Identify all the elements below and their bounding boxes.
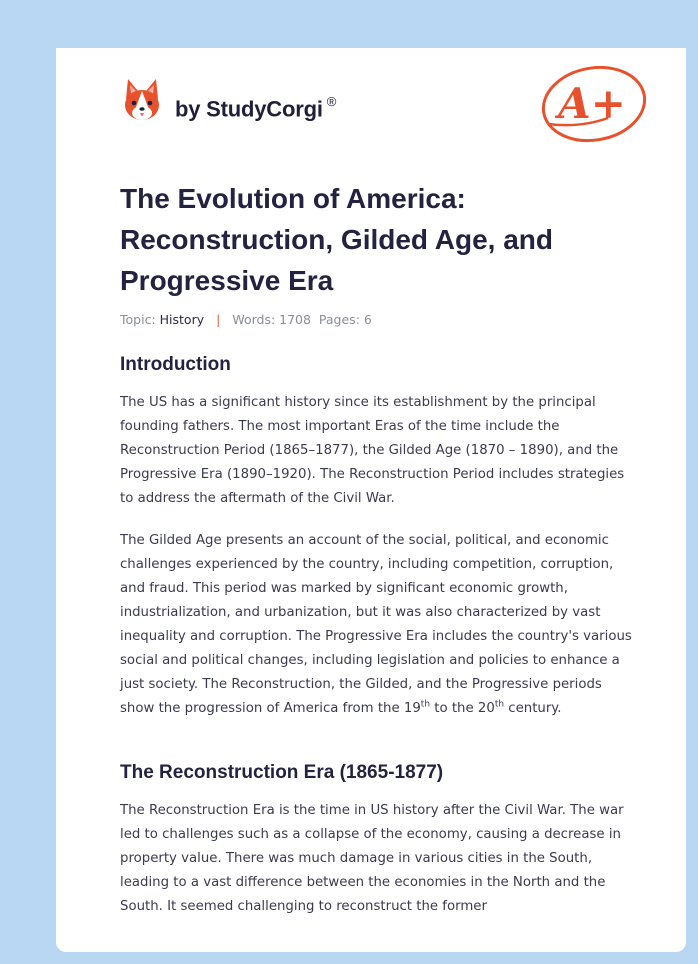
section-heading-introduction: Introduction xyxy=(120,354,231,375)
grade-stamp xyxy=(536,58,652,150)
document-page xyxy=(56,48,686,952)
section-heading-reconstruction: The Reconstruction Era (1865-1877) xyxy=(120,762,444,783)
brand-name: by StudyCorgi ® xyxy=(175,94,337,122)
intro-paragraph-1: The US has a significant history since its establishment by the principal founding fathers. The most important Eras of the time include the Reconstruction Period (1865–1877), the Gilded Age (1870 – 1890), and the Progressive Era (1890–1920). The Reconstruction Period includes strategies to address the aftermath of the Civil War. xyxy=(120,395,625,506)
intro-paragraph-2: The Gilded Age presents an account of the social, political, and economic challenges experienced by the country, including competition, corruption, and fraud. This period was marked by significant economic growth, industrialization, and urbanization, but it was also characterized by vast inequality and corruption. The Progressive Era includes the country's various social and political changes, including legislation and policies to enhance a just society. The Reconstruction, the Gilded, and the Progressive periods show the progression of America from the 19th to the 20th century. xyxy=(120,533,632,716)
reconstruction-paragraph-1: The Reconstruction Era is the time in US history after the Civil War. The war led to challenges such as a collapse of the economy, causing a decrease in property value. There was much damage in various cities in the South, leading to a vast difference between the economies in the North and the South. It seemed challenging to reconstruct the former xyxy=(120,803,624,914)
corgi-logo-icon xyxy=(122,76,162,124)
document-meta: Topic: History | Words: 1708 Pages: 6 xyxy=(120,312,372,327)
topic-link[interactable]: History xyxy=(159,312,205,327)
registered-mark: ® xyxy=(326,94,337,109)
svg-text:A+: A+ xyxy=(558,79,626,128)
document-title: The Evolution of America: Reconstruction, Gilded Age, and Progressive Era xyxy=(120,183,554,296)
